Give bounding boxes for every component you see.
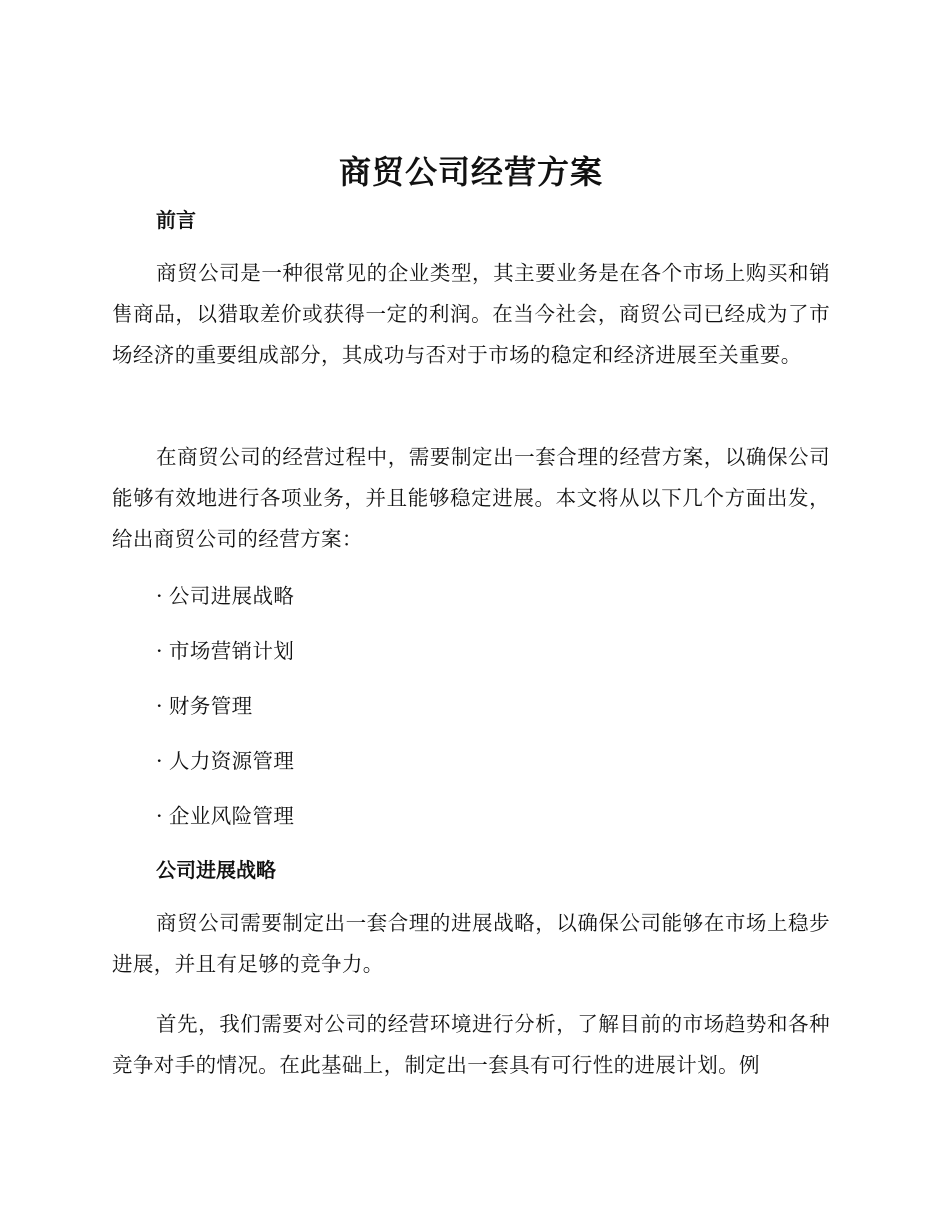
paragraph-preface-2: 在商贸公司的经营过程中，需要制定出一套合理的经营方案，以确保公司能够有效地进行各项业务，并且能够稳定进展。本文将从以下几个方面出发，给出商贸公司的经营方案：	[112, 445, 830, 551]
bullet-marker: ·	[156, 694, 163, 718]
list-item	[156, 692, 253, 720]
list-item	[156, 582, 294, 610]
bullet-marker: ·	[156, 804, 163, 828]
list-item-text: 公司进展战略	[168, 584, 295, 608]
list-item-text: 市场营销计划	[168, 639, 295, 663]
section-heading-preface: 前言	[156, 208, 196, 232]
paragraph-preface-1: 商贸公司是一种很常见的企业类型，其主要业务是在各个市场上购买和销售商品，以猎取差价或获得一定的利润。在当今社会，商贸公司已经成为了市场经济的重要组成部分，其成功与否对于市场的稳定和经济进展至关重要。	[112, 261, 830, 367]
list-item	[156, 747, 294, 775]
bullet-marker: ·	[156, 639, 163, 663]
bullet-marker: ·	[156, 749, 163, 773]
section-heading-strategy: 公司进展战略	[156, 858, 276, 882]
list-item-text: 企业风险管理	[168, 804, 295, 828]
paragraph-strategy-1: 商贸公司需要制定出一套合理的进展战略，以确保公司能够在市场上稳步进展，并且有足够的竞争力。	[112, 911, 830, 976]
bullet-marker: ·	[156, 584, 163, 608]
list-item	[156, 637, 294, 665]
document-title: 商贸公司经营方案	[338, 153, 603, 191]
list-item-text: 财务管理	[168, 694, 253, 718]
list-item	[156, 802, 294, 830]
list-item-text: 人力资源管理	[168, 749, 295, 773]
paragraph-strategy-2: 首先，我们需要对公司的经营环境进行分析，了解目前的市场趋势和各种竞争对手的情况。在此基础上，制定出一套具有可行性的进展计划。例	[112, 1012, 830, 1077]
